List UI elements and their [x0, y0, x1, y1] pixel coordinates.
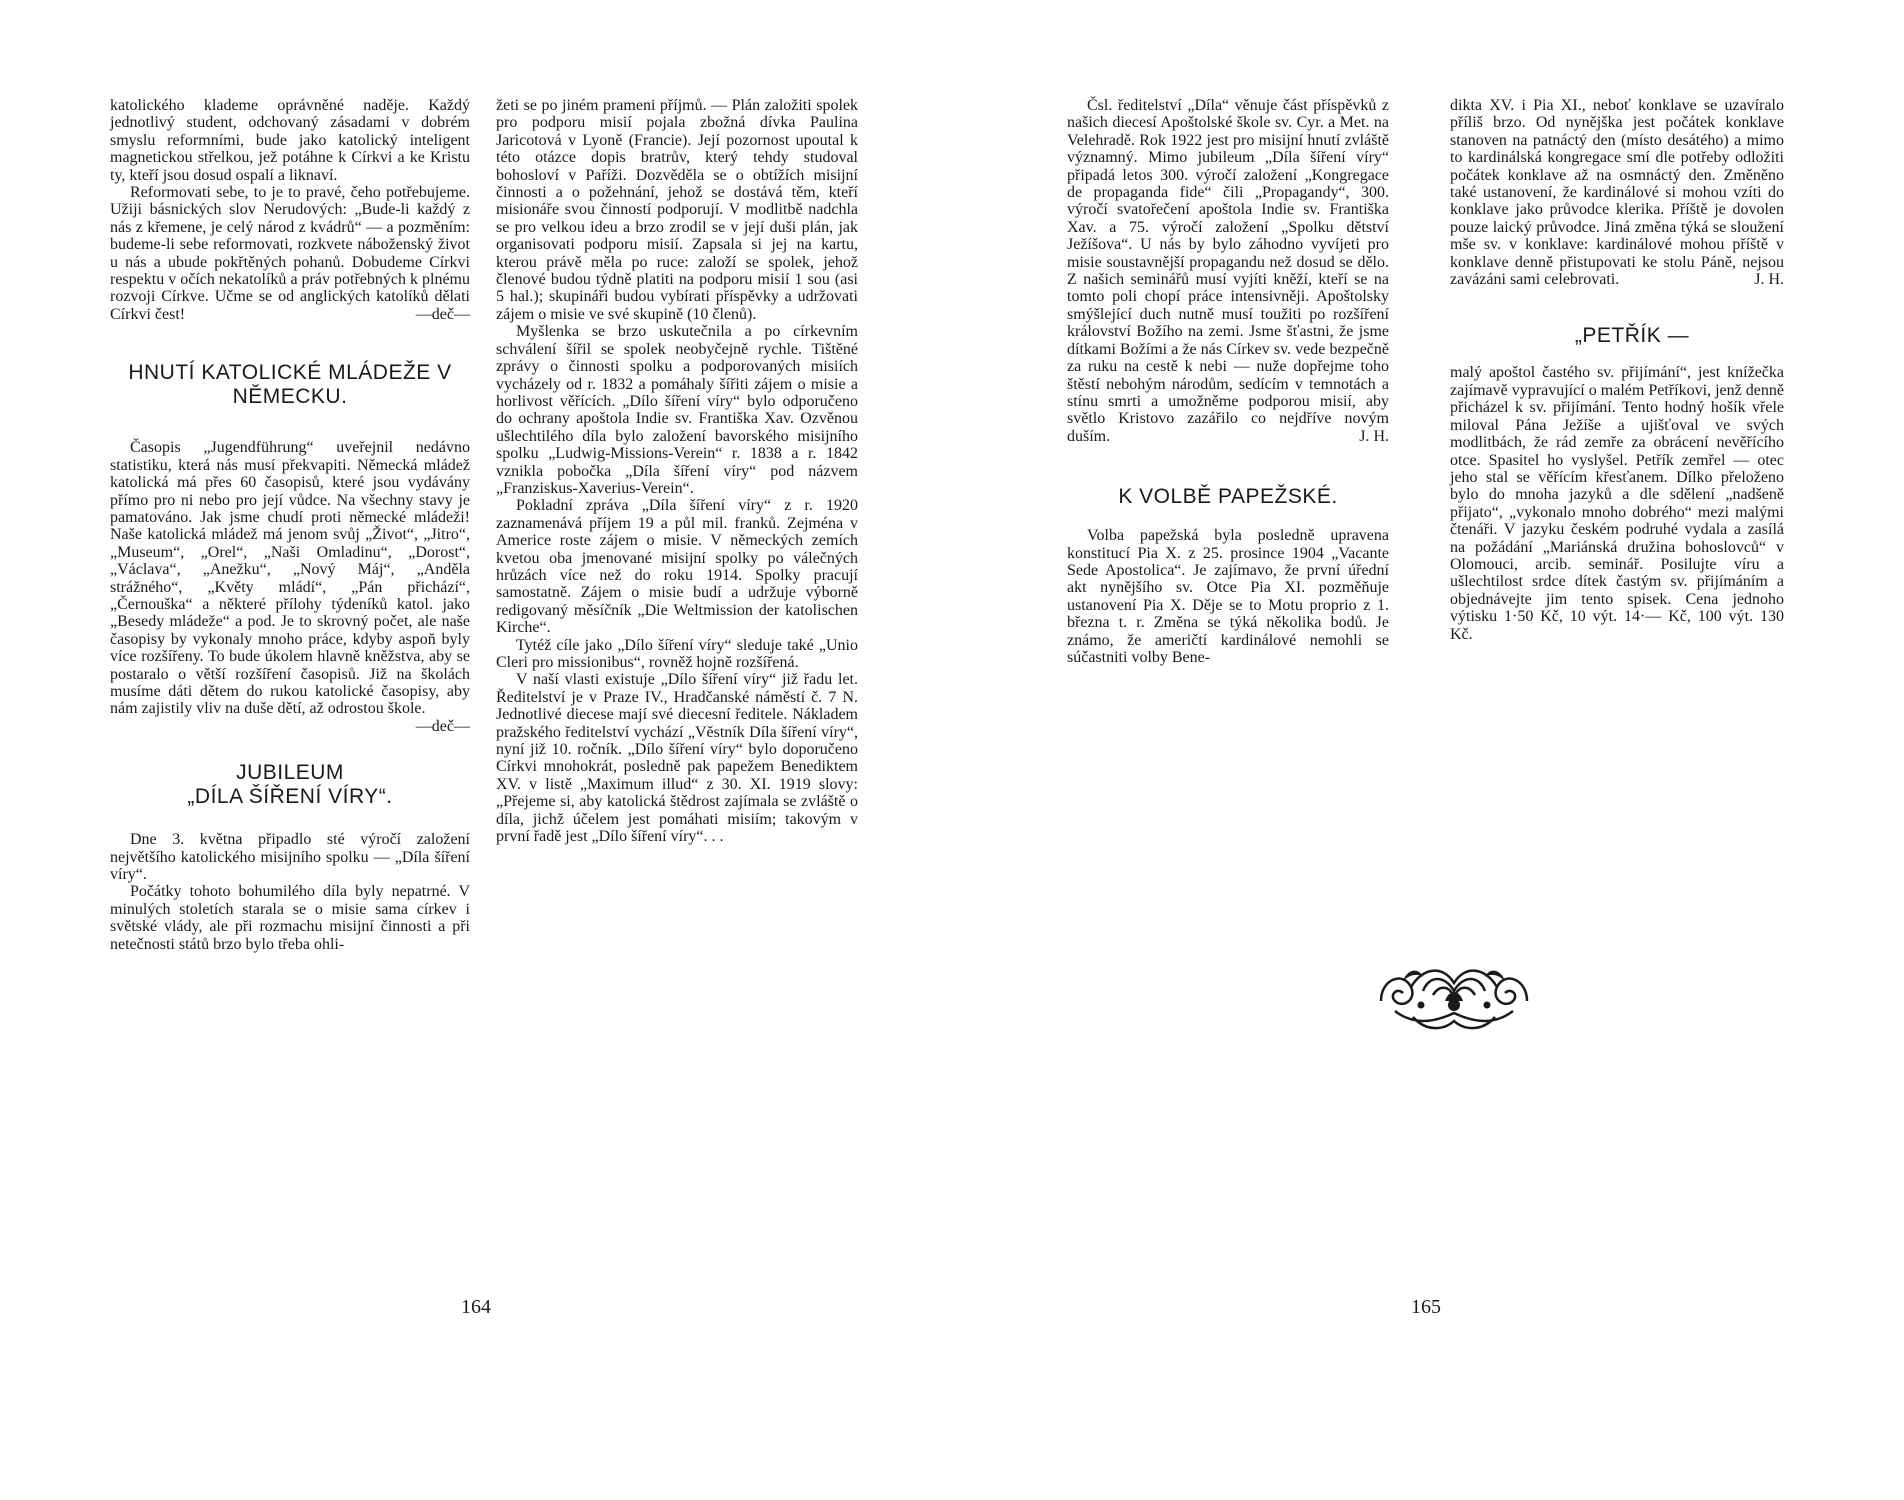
paragraph	[1067, 97, 1389, 445]
right-column-1	[1067, 97, 1389, 666]
paragraph: Tytéž cíle jako „Dílo šíření víry“ sleduje také „Unio Cleri pro missionibus“, rovněž hojně rozšířená.	[496, 636, 858, 671]
paragraph: Dne 3. května připadlo sté výročí založení největšího katolického misijního spolku — „Díla šíření víry“.	[110, 831, 470, 883]
paragraph: V naší vlasti existuje „Dílo šíření víry“ již řadu let. Ředitelství je v Praze IV., Hradčanské náměstí č. 7 N. Jednotlivé diecese mají své diecesní ředitele. Nákladem pražského ředitelství vychází „Věstník Díla šíření víry“, nyní již 10. ročník. „Dílo šíření víry“ bylo doporučeno Církvi mnohokrát, posledně pak papežem Benediktem XV. v listě „Maximum illud“ z 30. XI. 1919 slovy: „Přejeme si, aby katolická štědrost zajímala se zvláště o díla, jichž účelem jest pomáhati misiím; takovým v první řadě jest „Dílo šíření víry“. . .	[496, 671, 858, 846]
paragraph	[110, 439, 470, 735]
paragraph	[110, 184, 470, 323]
paragraph: Pokladní zpráva „Díla šíření víry“ z r. 1920 zaznamenává příjem 19 a půl mil. franků. Zejména v Americe roste zájem o misie. V německých zemích kvetou oba jmenované misijní spolky po válečných hrůzách více než do roku 1914. Spolky pracují samostatně. Zájem o misie budí a udržuje výborně redigovaný měsíčník „Die Weltmission der katolischen Kirche“.	[496, 497, 858, 637]
left-column-1	[110, 97, 470, 953]
article-heading: K VOLBĚ PAPEŽSKÉ.	[1118, 485, 1338, 509]
paragraph-text: Čsl. ředitelství „Díla“ věnuje část příspěvků z našich diecesí Apoštolské škole sv. Cyr. a Met. na Velehradě. Rok 1922 jest pro misijní hnutí zvláště významný. Mimo jubileum „Díla šíření víry“ připadá letos 300. výročí založení „Kongregace de propaganda fide“ čili „Propagandy“, 300. výročí svatořečení apoštola Indie sv. Františka Xav. a 75. výročí založení „Spolku dětství Ježíšova“. U nás by bylo záhodno vyvíjeti pro misie soustavnější propagandu než dosud se dělo. Z našich seminářů musí vyjíti kněží, kteří se na tomto poli chopí práce intensivněji. Apoštolsky smýšlející duch nutně musí toužiti po rozšíření království Božího na zemi. Jsme šťastni, že jsme dítkami Božími a že nás Církev sv. vede bezpečně za ruku na cestě k nebi — nuže dopřejme toho štěstí nebohým národům, sedícím v temnotách a stínu smrti a umožněme podporou misií, aby světlo Kristovo zazářilo co nejdříve novým duším.	[1067, 97, 1389, 445]
paragraph-text: dikta XV. i Pia XI., neboť konklave se uzavíralo příliš brzo. Od nynějška jest počátek konklave stanoven na patnáctý den (místo desátého) a mimo to kardinálská kongregace smí dle potřeby odložiti počátek konklave až na osmnáctý den. Změněno také ustanovení, že kardinálové si mohou vzíti do konklave jako průvodce klerika. Příště je dovolen pouze laický průvodce. Jiná změna týká se sloužení mše sv. v konklave: kardinálové mohou příště v konklave denně přistupovati ke stolu Páně, nejsou zavázáni sami celebrovati.	[1450, 97, 1784, 289]
right-column-2	[1450, 97, 1784, 643]
paragraph-text: Reformovati sebe, to je to pravé, čeho potřebujeme. Užiji básnických slov Nerudových: „Bude-li každý z nás z křemene, je celý národ z kvádrů“ — a pozměním: budeme-li sebe reformovati, rozkvete náboženský život u nás a ubude pokřtěných pohanů. Dobudeme Církvi respektu v očích nekatolíků a práv potřebných k plnému rozvoji Církve. Učme se od anglických katolíků dělati Církvi čest!	[110, 184, 470, 323]
left-column-2	[496, 97, 858, 845]
page-number: 164	[461, 1296, 491, 1318]
article-heading: „PETŘÍK —	[1574, 324, 1690, 348]
paragraph: katolického klademe oprávněné naděje. Každý jednotlivý student, odchovaný zásadami v dobrém smyslu reformními, bude jako katolický inteligent magnetickou střelkou, jež potáhne k Církvi a ke Kristu ty, kteří jsou dosud ospalí a liknaví.	[110, 97, 470, 184]
signature: J. H.	[1359, 427, 1389, 445]
article-heading: HNUTÍ KATOLICKÉ MLÁDEŽE V NĚMECKU.	[128, 361, 452, 409]
right-page	[952, 0, 1904, 1500]
heading-line: „DÍLA ŠÍŘENÍ VÍRY“.	[187, 785, 393, 809]
page-number: 165	[1411, 1296, 1441, 1318]
signature: —deč—	[415, 717, 470, 735]
signature: J. H.	[1754, 271, 1784, 289]
signature: —deč—	[415, 305, 470, 323]
paragraph: malý apoštol častého sv. přijímání“, jest knížečka zajímavě vypravující o malém Petříkovi, jenž denně přicházel k sv. přijímání. Tento hodný hošík vřele miloval Pána Ježíše a ujišťoval ve svých modlitbách, že rád zemře za obrácení nevěřícího otce. Spasitel ho vyslyšel. Petřík zemřel — otec jeho stal se věřícím křesťanem. Dílko přeloženo bylo do mnoha jazyků a dle sdělení „nadšeně přijato“, „vykonalo mnoho dobrého“ mezi malými čtenáři. V jazyku českém podruhé vydala a zasílá na požádání „Mariánská družina bohoslovců“ v Olomouci, arcib. seminář. Posilujte víru a ušlechtilost srdce dítek častým sv. přijímáním a objednávejte jim tento spisek. Cena jednoho výtisku 1·50 Kč, 10 výt. 14·— Kč, 100 výt. 130 Kč.	[1450, 364, 1784, 643]
heading-line: JUBILEUM	[236, 761, 344, 785]
floral-vignette-icon	[1373, 961, 1535, 1035]
article-heading	[110, 761, 470, 809]
paragraph: žeti se po jiném prameni příjmů. — Plán založiti spolek pro podporu misií pojala zbožná dívka Paulina Jaricotová v Lyoně (Francie). Její pozornost upoutal k této otázce dopis bratrův, který tehdy studoval bohosloví v Paříži. Dozvěděla se o obtížích misijní činnosti a o požehnání, jehož se dostává těm, kteří misionáře svou činností podporují. V modlitbě nadchla se pro velkou ideu a brzo zrodil se v její duši plán, jak organisovati podporu misií. Zapsala si jej na kartu, kterou právě měla po ruce: založí se spolek, jehož členové budou týdně platiti na podporu misií 1 sou (asi 5 hal.); skupináři budou vybírati příspěvky a udržovati zájem o misie ve své skupině (10 členů).	[496, 97, 858, 323]
paragraph: Myšlenka se brzo uskutečnila a po církevním schválení šířil se spolek neobyčejně rychle. Tištěné zprávy o činnosti spolku a podporovaných misiích vycházely od r. 1832 a pomáhaly šířiti zájem o misie a horlivost věřících. „Dílo šíření víry“ bylo odporučeno do ochrany apoštola Indie sv. Františka Xav. Ozvěnou ušlechtilého díla bylo založení bavorského misijního spolku „Ludwig-Missions-Verein“ r. 1838 a r. 1842 vznikla pobočka „Díla šíření víry“ pod názvem „Franziskus-Xaverius-Verein“.	[496, 323, 858, 497]
paragraph	[1450, 97, 1784, 288]
paragraph: Počátky tohoto bohumilého díla byly nepatrné. V minulých stoletích starala se o misie sama církev i světské vlády, ale při rozmachu misijní činnosti a při netečnosti států brzo bylo třeba ohli-	[110, 883, 470, 953]
paragraph-text: Časopis „Jugendführung“ uveřejnil nedávno statistiku, která nás musí překvapiti. Německá mládež katolická má přes 60 časopisů, které jsou vydávány přímo pro ni nebo pro její vůdce. Na všechny stavy je pamatováno. Jak jsme chudí proti německé mládeži! Naše katolická mládež má jenom svůj „Život“, „Jitro“, „Museum“, „Orel“, „Naši Omladinu“, „Dorost“, „Václava“, „Anežku“, „Nový Máj“, „Anděla strážného“, „Květy mládí“, „Pán přichází“, „Černouška“ a některé přílohy týdeníků katol. jako „Besedy mládeže“ a pod. Je to skrovný počet, ale naše časopisy by vykonaly mnoho práce, kdyby aspoň byly více rozšířeny. To bude úkolem hlavně kněžstva, aby se postaralo o větší rozšíření časopisů. Již na školách musíme dáti dětem do rukou katolické časopisy, aby nám zajistily vliv na duše dětí, až odrostou škole.	[110, 439, 470, 718]
paragraph: Volba papežská byla posledně upravena konstitucí Pia X. z 25. prosince 1904 „Vacante Sede Apostolica“. Je zajímavo, že první úřední akt nynějšího sv. Otce Pia XI. pozměňuje ustanovení Pia X. Děje se to Motu proprio z 1. března t. r. Změna se týká několika bodů. Je známo, že američtí kardinálové nemohli se súčastniti volby Bene-	[1067, 527, 1389, 666]
